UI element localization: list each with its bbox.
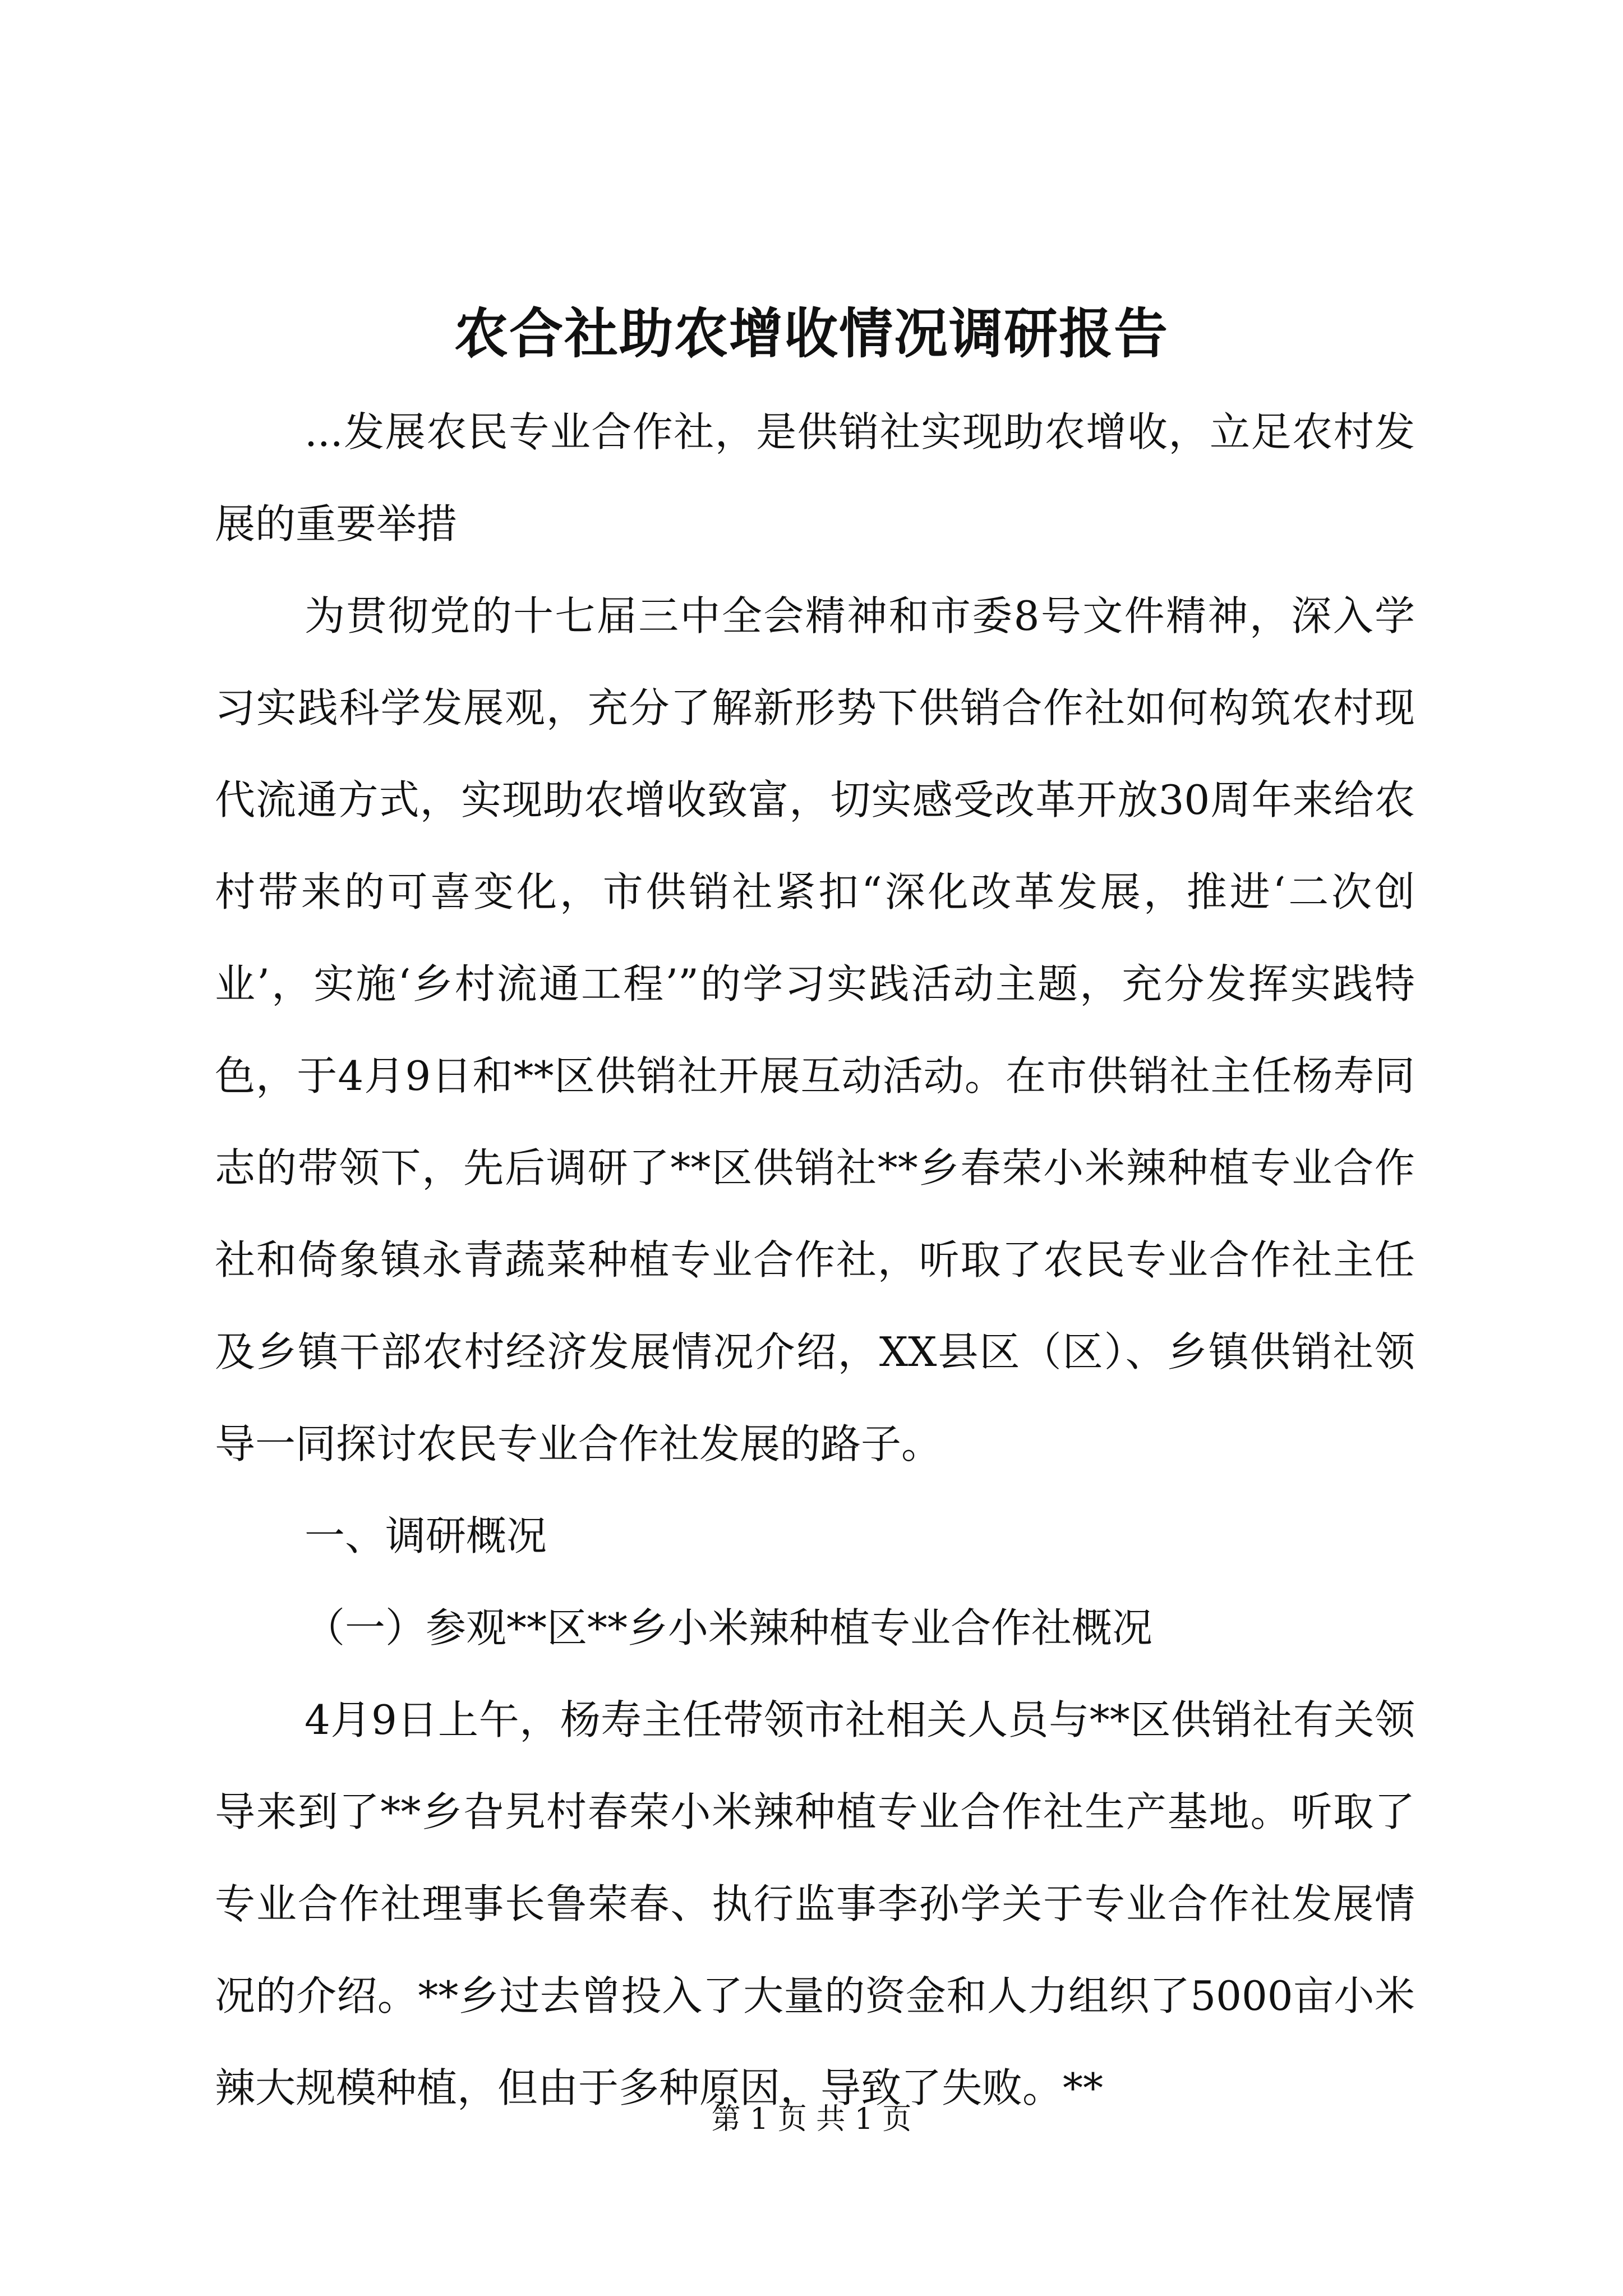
document-body xyxy=(215,386,1415,2134)
subsection-heading-visit: （一）参观**区**乡小米辣种植专业合作社概况 xyxy=(305,1604,1153,1651)
page-number-footer: 第 1 页 共 1 页 xyxy=(711,2102,912,2136)
document-title: 农合社助农增收情况调研报告 xyxy=(454,302,1169,365)
paragraph-visit-details: 4月9日上午，杨寿主任带领市社相关人员与**区供销社有关领导来到了**乡旮旯村春荣小米辣种植专业合作社生产基地。听取了专业合作社理事长鲁荣春、执行监事李孙学关于专业合作社发展情况的介绍。**乡过去曾投入了大量的资金和人力组织了5000亩小米辣大规模种植，但由于多种原因，导致了失败。** xyxy=(215,1696,1415,2111)
section-heading-overview: 一、调研概况 xyxy=(305,1512,547,1559)
paragraph-intro: ...发展农民专业合作社，是供销社实现助农增收，立足农村发展的重要举措 xyxy=(215,408,1415,547)
paragraph-background: 为贯彻党的十七届三中全会精神和市委8号文件精神，深入学习实践科学发展观，充分了解新形势下供销合作社如何构筑农村现代流通方式，实现助农增收致富，切实感受改革开放30周年来给农村带来的可喜变化，市供销社紧扣“深化改革发展，推进‘二次创业’，实施‘乡村流通工程’”的学习实践活动主题，充分发挥实践特色，于4月9日和**区供销社开展互动活动。在市供销社主任杨寿同志的带领下，先后调研了**区供销社**乡春荣小米辣种植专业合作社和倚象镇永青蔬菜种植专业合作社，听取了农民专业合作社主任及乡镇干部农村经济发展情况介绍，XX县区（区）、乡镇供销社领导一同探讨农民专业合作社发展的路子。 xyxy=(215,592,1415,1467)
